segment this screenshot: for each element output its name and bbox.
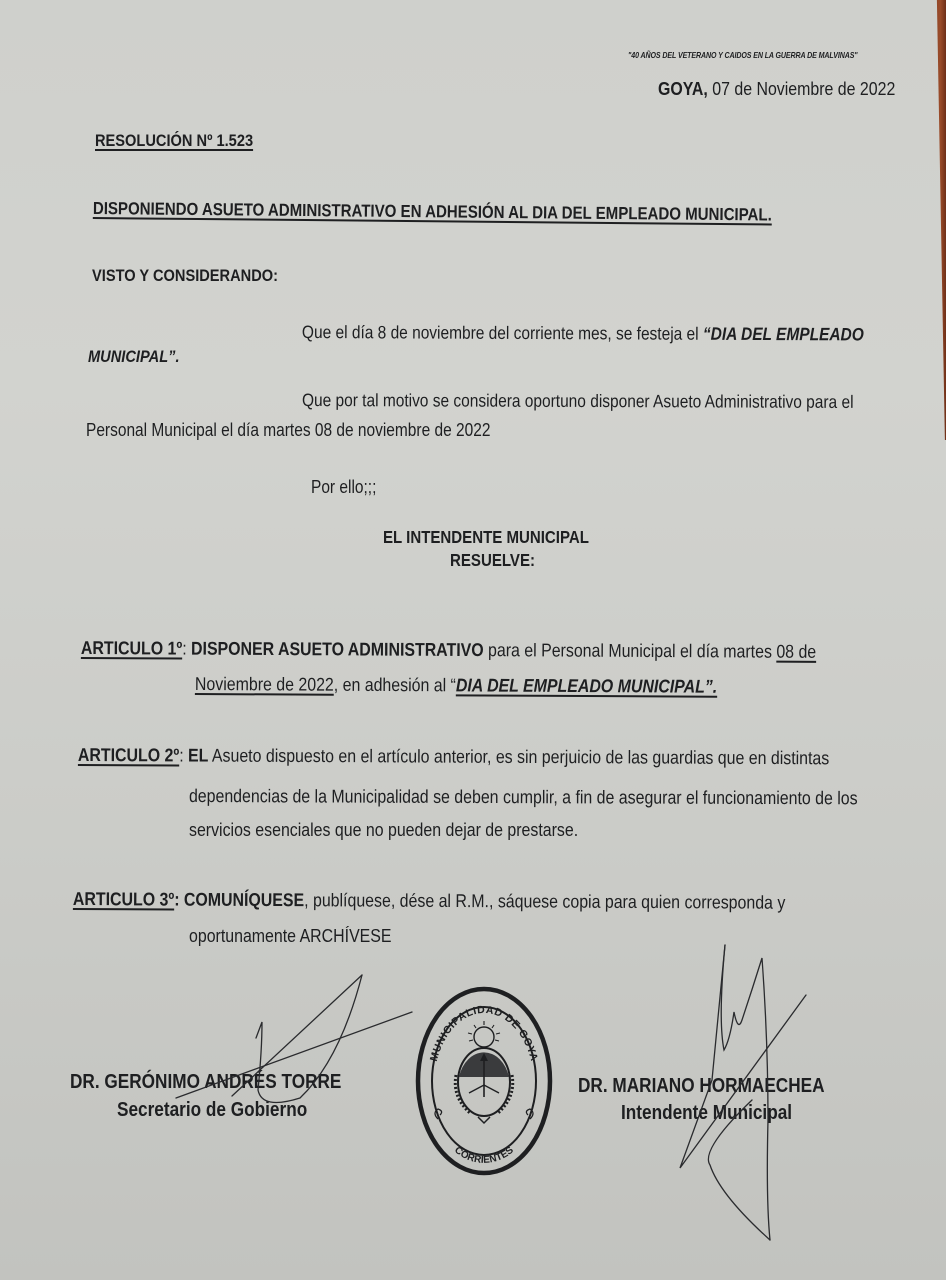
article-1-text: para el Personal Municipal el día martes — [483, 639, 777, 662]
considerando-1-line-2 — [88, 347, 194, 367]
article-2-separator: : — [179, 744, 189, 766]
resolution-number — [95, 131, 279, 151]
considerando-1-continuation: MUNICIPAL”. — [88, 347, 180, 366]
article-2-text-1: Asueto dispuesto en el artículo anterior, es sin perjuicio de las guardias que en distintas — [208, 744, 830, 769]
considerando-2-text: Que por tal motivo se considera oportuno disponer Asueto Administrativo para el — [301, 390, 854, 412]
article-3-bold: COMUNÍQUESE — [183, 888, 305, 911]
article-2-text-3: servicios esenciales que no pueden dejar de prestarse. — [189, 819, 579, 840]
considerando-2-line-2 — [86, 420, 556, 441]
authority-heading — [383, 527, 623, 548]
article-1-bold: DISPONER ASUETO ADMINISTRATIVO — [191, 637, 484, 661]
article-1-text-2: , en adhesión al “ — [333, 673, 456, 696]
date: 07 de Noviembre de 2022 — [707, 78, 896, 99]
article-2-line-2 — [189, 785, 946, 810]
signatory-2-role — [621, 1102, 820, 1125]
authority-text: EL INTENDENTE MUNICIPAL — [383, 527, 589, 547]
article-3-separator: : — [174, 888, 185, 910]
city: GOYA, — [658, 78, 708, 99]
article-3-label: ARTICULO 3º — [72, 888, 175, 910]
article-2-line-3 — [189, 819, 642, 841]
signatory-2-name — [578, 1075, 865, 1098]
seal-top-text: MUNICIPALIDAD DE GOYA — [427, 1003, 541, 1063]
article-2-text-2: dependencias de la Municipalidad se deben cumplir, a fin de asegurar el funcionamiento de los — [188, 785, 858, 809]
article-3-text-1: , publíquese, dése al R.M., sáquese copia para quien corresponda y — [304, 889, 786, 913]
article-1-date-part-2: Noviembre de 2022 — [194, 673, 334, 695]
signatory-1-name — [70, 1071, 386, 1094]
motto-text: "40 AÑOS DEL VETERANO Y CAIDOS EN LA GUERRA DE MALVINAS" — [628, 51, 858, 60]
resolution-number-text: RESOLUCIÓN Nº 1.523 — [95, 131, 254, 150]
article-2-label: ARTICULO 2º — [77, 744, 180, 766]
article-1-label: ARTICULO 1º — [80, 637, 183, 659]
resolution-subject — [93, 198, 883, 227]
considerando-2-line-1 — [302, 390, 943, 413]
por-ello-text: Por ello;;; — [311, 477, 377, 497]
place-and-date — [658, 78, 934, 100]
seal-bottom-text: CORRIENTES — [452, 1144, 516, 1166]
considerando-1-emphasis: “DIA DEL EMPLEADO — [702, 323, 864, 345]
article-2-bold: EL — [188, 744, 209, 766]
considerando-1-line-1 — [302, 322, 946, 346]
article-1-emphasis: DIA DEL EMPLEADO MUNICIPAL”. — [455, 674, 718, 697]
article-1-date-part-1: 08 de — [776, 640, 817, 662]
article-1-separator: : — [182, 637, 192, 659]
signatory-1-name-text: DR. GERÓNIMO ANDRÉS TORRE — [70, 1071, 342, 1093]
subject-text: DISPONIENDO ASUETO ADMINISTRATIVO EN ADHESIÓN AL DIA DEL EMPLEADO MUNICIPAL. — [92, 198, 772, 225]
visto-heading — [92, 266, 308, 286]
signatory-1-role — [117, 1099, 338, 1122]
resuelve-text: RESUELVE: — [450, 550, 536, 570]
signatory-2-role-text: Intendente Municipal — [621, 1102, 793, 1124]
article-3-line-1 — [73, 888, 901, 914]
desk-background-edge — [932, 0, 946, 440]
considerando-2-continuation: Personal Municipal el día martes 08 de noviembre de 2022 — [86, 420, 491, 440]
article-2-line-1 — [78, 744, 946, 770]
article-1-line-2 — [195, 673, 802, 698]
signatory-2-name-text: DR. MARIANO HORMAECHEA — [578, 1075, 825, 1097]
resuelve-heading — [450, 550, 549, 571]
considerando-1-text: Que el día 8 de noviembre del corriente mes, se festeja el — [301, 322, 703, 344]
article-3-line-2 — [189, 925, 425, 947]
signatory-1-role-text: Secretario de Gobierno — [117, 1099, 308, 1121]
article-3-text-2: oportunamente ARCHÍVESE — [189, 925, 392, 946]
municipal-seal — [414, 985, 554, 1177]
article-1-line-1 — [81, 637, 936, 663]
commemorative-motto — [628, 51, 895, 60]
por-ello — [311, 477, 387, 498]
visto-text: VISTO Y CONSIDERANDO: — [92, 266, 279, 285]
